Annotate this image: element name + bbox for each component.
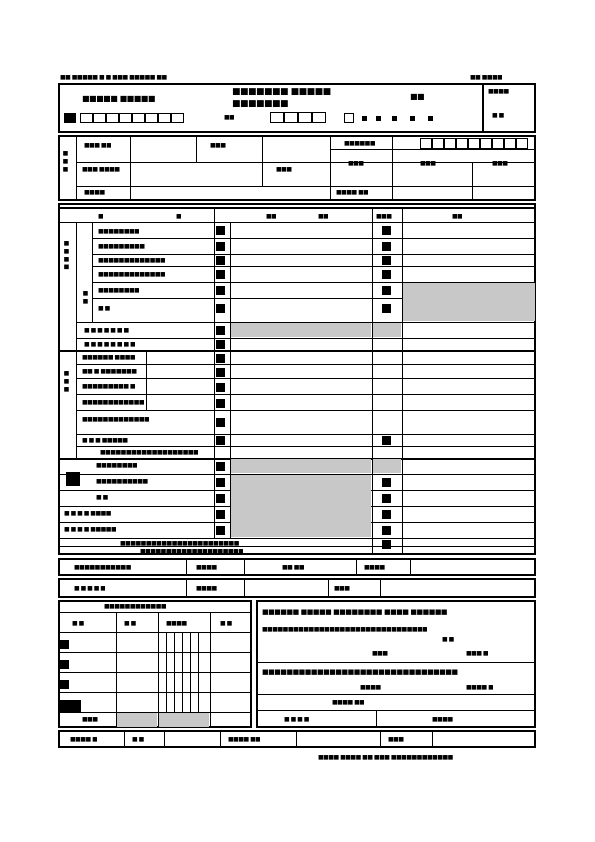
declaration-line: ■■■■■■■■■■■■■■■■■■■■■■■■■■■■■■■■ <box>262 626 428 633</box>
row-label: ■ ■ ■ ■ ■■■■■ <box>64 526 117 533</box>
declaration-title: ■■■■■■ ■■■■■ ■■■■■■■■ ■■■■ ■■■■■■ <box>262 608 448 616</box>
grid-col-header: ■ ■ <box>72 620 84 627</box>
line-number-marker <box>216 270 225 279</box>
row-label: ■■■■■■■■■ ■ <box>82 383 136 390</box>
shaded-cell <box>373 459 401 473</box>
form-code: ■■ <box>410 92 425 101</box>
top-right-caption: ■■ ■■■■ <box>470 74 503 81</box>
line-number-marker <box>216 510 225 519</box>
info-row2-right-a: ■■■ <box>348 160 364 167</box>
detail-grid-header: ■■■■■■■■■■■■ <box>104 603 167 610</box>
declaration-field: ■■■ <box>372 650 388 657</box>
id-digit-box[interactable] <box>432 138 444 149</box>
line-number-marker <box>216 399 225 408</box>
footer-row <box>58 730 536 748</box>
shaded-cell <box>159 713 209 727</box>
col-header: ■ <box>98 213 104 220</box>
summary-row-2 <box>58 578 536 598</box>
footer-label: ■■■ <box>388 736 404 743</box>
side-label: ■ ■ ■ <box>62 150 69 173</box>
shaded-cell <box>117 713 157 727</box>
top-left-caption: ■■ ■■■■■ ■ ■ ■■■ ■■■■■ ■■ <box>60 74 167 81</box>
info-row3-right: ■■■■ ■■ <box>336 189 369 196</box>
info-row1-right-label: ■■■■■■ <box>344 140 376 147</box>
line-number-marker <box>216 478 225 487</box>
row-label: ■ ■ ■ ■ ■ ■ ■ <box>84 327 129 334</box>
col-header: ■■ <box>452 213 463 220</box>
col-header: ■■ <box>266 213 277 220</box>
info-row2-mid-label: ■■■ <box>276 166 292 173</box>
section-label: ■ ■ ■ ■ <box>63 240 70 271</box>
grid-col-header: ■ ■ <box>220 620 232 627</box>
row-label: ■■■■■■■■ <box>98 228 140 235</box>
row-label: ■■■■■■■■ <box>96 462 138 469</box>
id-digit-box[interactable] <box>480 138 492 149</box>
row-label: ■ ■ ■ ■■■■■ <box>82 437 128 444</box>
date-box[interactable] <box>312 112 326 123</box>
row-label: ■ ■ <box>98 305 110 312</box>
code-marker <box>64 113 76 123</box>
code-digit-box[interactable] <box>106 113 119 123</box>
line-number-marker <box>216 526 225 535</box>
shaded-cell <box>231 459 371 473</box>
corner-label: ■■■■ <box>488 88 509 95</box>
row-label: ■■ ■ ■■■■■■■ <box>82 368 137 375</box>
title-left: ■■■■■ ■■■■■ <box>82 94 155 103</box>
id-digit-box[interactable] <box>444 138 456 149</box>
declaration-field: ■■■■ <box>432 716 453 723</box>
id-digit-box[interactable] <box>468 138 480 149</box>
row-label: ■■■■■■■■■■■■■■■■■■■■■■■ <box>120 540 239 547</box>
row-marker <box>60 640 69 649</box>
row-label: ■ ■ ■ ■ ■ ■ ■ ■ <box>84 341 136 348</box>
line-number-marker <box>382 540 391 549</box>
checkbox[interactable] <box>344 113 354 123</box>
line-number-marker <box>382 494 391 503</box>
col-header: ■■■ <box>376 213 392 220</box>
line-number-marker <box>382 286 391 295</box>
declaration-title-2: ■■■■■■■■■■■■■■■■■■■■■■■■■■■■■■■■ <box>262 668 458 676</box>
page-number: ■ ■ <box>492 112 504 119</box>
line-number-marker <box>216 368 225 377</box>
footer-caption: ■■■■ ■■■■ ■■ ■■■ ■■■■■■■■■■■■ <box>318 754 453 761</box>
line-number-marker <box>382 510 391 519</box>
line-number-marker <box>382 242 391 251</box>
summary-label: ■ ■ ■ ■ ■ <box>74 585 106 592</box>
total-marker <box>59 700 81 712</box>
row-label: ■■■■■■■■■■■■■■■■■■■ <box>100 449 199 456</box>
line-number-marker <box>382 256 391 265</box>
code-digit-box[interactable] <box>80 113 93 123</box>
line-number-marker <box>216 242 225 251</box>
declaration-field: ■■■■ ■■ <box>332 699 365 706</box>
row-label: ■■■■■■■■■■■■■ <box>98 271 166 278</box>
row-label: ■■■■■■■■■■■■ <box>82 399 145 406</box>
shaded-cell <box>231 475 371 537</box>
declaration-field: ■■■■ <box>360 684 381 691</box>
shaded-cell <box>373 323 401 337</box>
summary-label: ■■■■ <box>364 564 385 571</box>
line-number-marker <box>382 226 391 235</box>
line-number-marker <box>216 256 225 265</box>
section-marker <box>66 472 80 486</box>
summary-label: ■■■ <box>334 585 350 592</box>
line-number-marker <box>382 526 391 535</box>
grid-col-header: ■■■■ <box>166 620 187 627</box>
sub-label: ■■ <box>224 114 235 121</box>
row-label: ■ ■ <box>96 494 108 501</box>
col-header: ■■ <box>318 213 329 220</box>
id-digit-box[interactable] <box>456 138 468 149</box>
line-number-marker <box>216 326 225 335</box>
summary-label: ■■ ■■ <box>282 564 305 571</box>
line-number-marker <box>382 304 391 313</box>
section-label: ■ ■ ■ <box>63 370 70 393</box>
row-label: ■■■■■■■■■■■■■■■■■■■■ <box>140 548 244 555</box>
id-digit-box[interactable] <box>492 138 504 149</box>
info-row1-mid-label: ■■■ <box>210 142 226 149</box>
shaded-cell <box>231 323 371 337</box>
id-digit-box[interactable] <box>504 138 516 149</box>
code-digit-box[interactable] <box>171 113 184 123</box>
id-digit-box[interactable] <box>420 138 432 149</box>
date-box[interactable] <box>298 112 312 123</box>
line-number-marker <box>216 286 225 295</box>
declaration-field: ■ ■ <box>442 636 454 643</box>
summary-label: ■■■■ <box>196 564 217 571</box>
row-marker <box>60 660 69 669</box>
row-label: ■ ■ ■ ■ ■■■■ <box>64 510 111 517</box>
row-marker <box>60 680 69 689</box>
row-label: ■■■■■■■■■■■■■ <box>98 257 166 264</box>
line-number-marker <box>382 270 391 279</box>
info-row2-right-b: ■■■ <box>420 160 436 167</box>
col-header: ■ <box>176 213 182 220</box>
shaded-cell <box>403 283 535 321</box>
line-number-marker <box>216 436 225 445</box>
code-digit-box[interactable] <box>119 113 132 123</box>
row-label: ■■■■■■■■■■■■■ <box>82 416 150 423</box>
info-row2-right-c: ■■■ <box>492 160 508 167</box>
line-number-marker <box>382 478 391 487</box>
info-row1-label: ■■■ ■■ <box>84 142 112 149</box>
info-row2-label: ■■■ ■■■■ <box>82 166 120 173</box>
section-label: ■ ■ <box>82 290 89 305</box>
line-number-marker <box>216 304 225 313</box>
row-label: ■■■■■■■■ <box>98 287 140 294</box>
code-digit-box[interactable] <box>145 113 158 123</box>
summary-label: ■■■■■■■■■■■ <box>74 564 131 571</box>
line-number-marker <box>216 418 225 427</box>
date-box[interactable] <box>284 112 298 123</box>
declaration-field: ■ ■ ■ ■ <box>284 716 309 723</box>
info-row3-label: ■■■■ <box>84 189 105 196</box>
line-number-marker <box>382 436 391 445</box>
line-number-marker <box>216 226 225 235</box>
line-number-marker <box>216 383 225 392</box>
declaration-box <box>256 600 536 728</box>
footer-label: ■ ■ <box>132 736 144 743</box>
code-digit-box[interactable] <box>132 113 145 123</box>
code-digit-box[interactable] <box>158 113 171 123</box>
row-label: ■■■■■■ ■■■■ <box>82 354 136 361</box>
line-number-marker <box>216 462 225 471</box>
date-box[interactable] <box>270 112 284 123</box>
declaration-field: ■■■■ ■ <box>466 684 494 691</box>
id-digit-box[interactable] <box>516 138 528 149</box>
footer-label: ■■■■ ■■ <box>228 736 261 743</box>
row-label: ■■■■■■■■■ <box>98 243 145 250</box>
code-digit-box[interactable] <box>93 113 106 123</box>
row-label: ■■■■■■■■■■ <box>96 478 148 485</box>
grid-total-label: ■■■ <box>82 716 98 723</box>
grid-col-header: ■ ■ <box>124 620 136 627</box>
summary-label: ■■■■ <box>196 585 217 592</box>
line-number-marker <box>216 340 225 349</box>
form-title-line2: ■■■■■■■ <box>232 100 289 109</box>
line-number-marker <box>216 354 225 363</box>
line-number-marker <box>216 494 225 503</box>
form-title-line1: ■■■■■■■ ■■■■■ <box>232 88 331 97</box>
declaration-field: ■■■ ■ <box>466 650 489 657</box>
footer-label: ■■■■ ■ <box>70 736 98 743</box>
